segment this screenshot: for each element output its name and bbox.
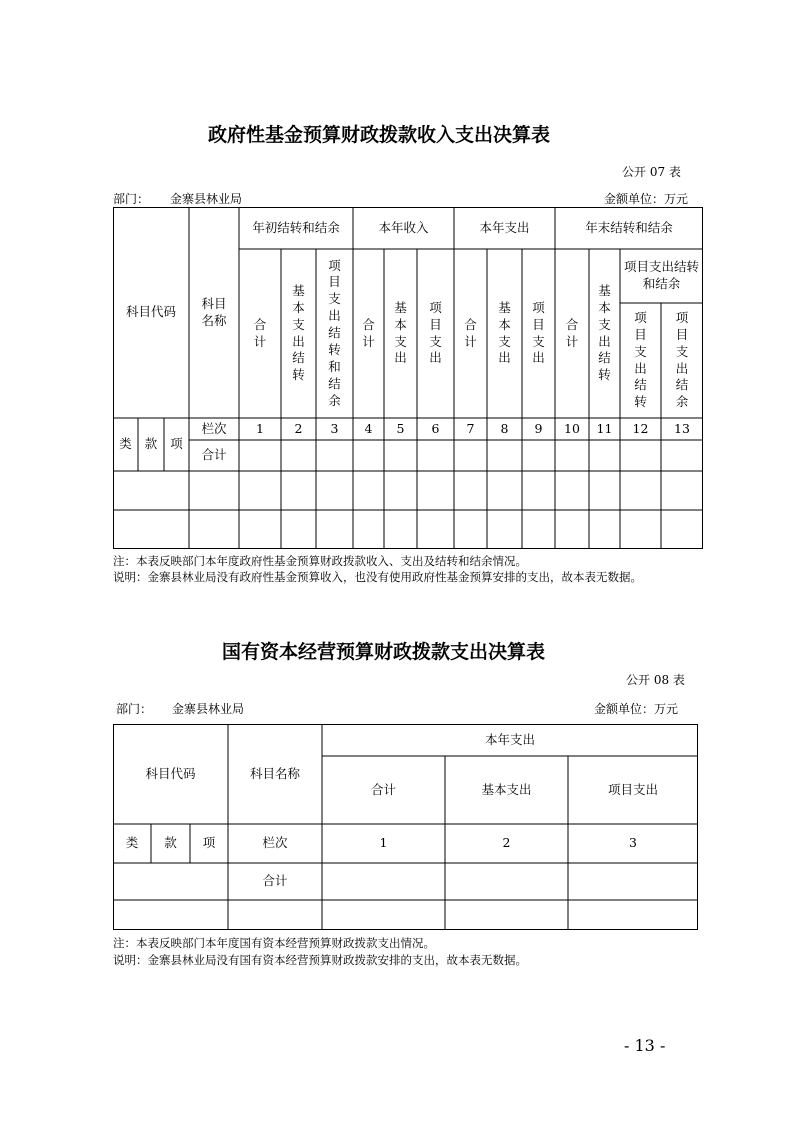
header-lanci: 栏次 [262, 835, 288, 851]
col-number: 4 [364, 420, 373, 436]
header-group-expense: 本年支出 [484, 731, 535, 747]
header-group-end: 年末结转和结余 [585, 219, 673, 235]
col-number: 7 [466, 420, 475, 436]
table08-explanation: 说明：金寨县林业局没有国有资本经营预算财政拨款安排的支出，故本表无数据。 [113, 953, 527, 967]
col12-header: 项目支出结转 [634, 309, 647, 410]
header-lei: 类 [125, 835, 139, 851]
header-kuan: 款 [164, 835, 177, 851]
col10-header: 合计 [565, 316, 579, 349]
header-subject-code: 科目代码 [145, 765, 196, 781]
col-number: 8 [500, 420, 509, 436]
col-number: 2 [294, 420, 303, 436]
col-number: 2 [502, 835, 511, 851]
col2-header: 基本支出结转 [292, 282, 305, 383]
col11-header: 基本支出结转 [598, 282, 611, 383]
col-number: 9 [534, 420, 543, 436]
header-subject-name: 科目名称 [249, 765, 300, 781]
col-number: 3 [330, 420, 339, 436]
col6-header: 项目支出 [429, 299, 442, 366]
header-group-begin: 年初结转和结余 [252, 219, 340, 235]
col-number: 1 [379, 835, 388, 851]
table07-title: 政府性基金预算财政拨款收入支出决算表 [208, 124, 551, 146]
col3-header: 项目支出 [607, 781, 658, 797]
col-number: 11 [596, 420, 613, 436]
table08-note: 注：本表反映部门本年度国有资本经营预算财政拨款支出情况。 [113, 936, 435, 950]
table08-dept-name: 金寨县林业局 [172, 702, 245, 716]
table07-grid [113, 207, 703, 549]
table08-grid [113, 724, 698, 930]
col-number: 5 [396, 420, 405, 436]
table07-dept-name: 金寨县林业局 [170, 192, 243, 206]
header-group-expense: 本年支出 [479, 219, 530, 235]
col13-header: 项目支出结余 [675, 309, 689, 410]
col-number: 12 [632, 420, 649, 436]
row-heji: 合计 [262, 873, 288, 889]
col9-header: 项目支出 [532, 299, 545, 366]
col-number: 10 [564, 420, 580, 436]
header-lanci: 栏次 [201, 420, 227, 436]
page-number: - 13 - [624, 1036, 666, 1055]
col1-header: 合计 [370, 781, 396, 797]
header-subject-name: 科目名称 [201, 295, 227, 328]
header-xiang: 项 [170, 436, 183, 452]
table08-title: 国有资本经营预算财政拨款支出决算表 [222, 641, 546, 663]
table08-dept-label: 部门： [116, 702, 153, 716]
table07-unit: 金额单位：万元 [604, 192, 689, 206]
col5-header: 基本支出 [394, 299, 407, 366]
col3-header: 项目支出结转和结余 [328, 257, 341, 408]
col8-header: 基本支出 [498, 299, 511, 366]
header-kuan: 款 [144, 436, 158, 452]
table07-explanation: 说明：金寨县林业局没有政府性基金预算收入，也没有使用政府性基金预算安排的支出，故本表无数据。 [113, 570, 642, 584]
header-xiang: 项 [202, 835, 216, 851]
row-heji: 合计 [201, 447, 227, 463]
col-number: 3 [629, 835, 637, 851]
col2-header: 基本支出 [481, 781, 532, 797]
table07-code: 公开 07 表 [622, 165, 681, 179]
header-group-income: 本年收入 [378, 219, 429, 235]
table07-note: 注：本表反映部门本年度政府性基金预算财政拨款收入、支出及结转和结余情况。 [113, 554, 527, 568]
col1-header: 合计 [253, 316, 267, 349]
col-number: 1 [256, 420, 264, 436]
header-sub-end-project: 项目支出结转和结余 [623, 259, 699, 291]
table07-dept-label: 部门： [113, 192, 150, 206]
table08-unit: 金额单位：万元 [594, 702, 679, 716]
col4-header: 合计 [362, 316, 375, 349]
col7-header: 合计 [464, 316, 477, 349]
col-number: 13 [674, 420, 690, 436]
col-number: 6 [431, 420, 440, 436]
table08-code: 公开 08 表 [626, 673, 685, 687]
header-subject-code: 科目代码 [125, 304, 176, 320]
header-lei: 类 [119, 436, 132, 452]
